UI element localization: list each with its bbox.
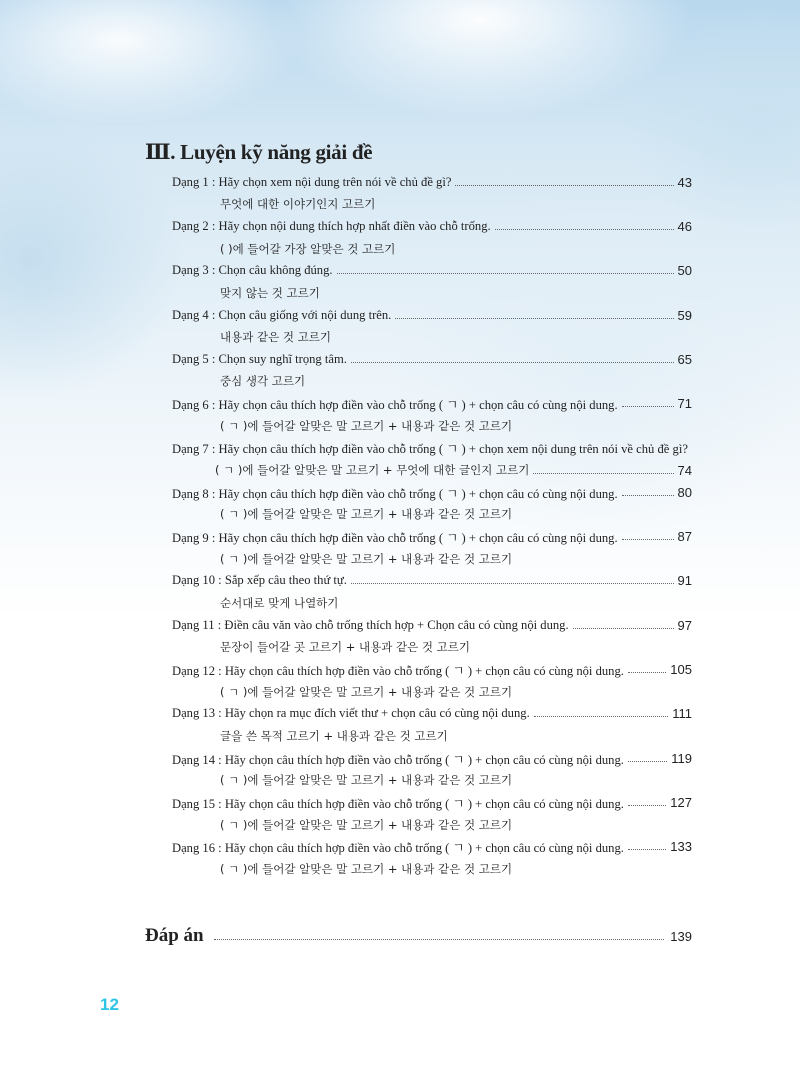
entry-title: Dạng 6 : Hãy chọn câu thích hợp điền vào chỗ trống ( ㄱ ) + chọn câu có cùng nội dung.	[172, 398, 618, 413]
toc-entry[interactable]	[172, 747, 692, 769]
entry-title: Dạng 4 : Chọn câu giống với nội dung trên.	[172, 307, 392, 322]
toc-entry[interactable]	[172, 304, 692, 326]
toc-entry[interactable]	[172, 437, 692, 459]
dot-leader	[455, 185, 673, 186]
table-of-contents	[172, 171, 692, 880]
entry-subtitle-text: 맞지 않는 것 고르기	[220, 285, 320, 300]
dot-leader	[628, 672, 666, 673]
entry-page: 59	[677, 307, 692, 323]
entry-subtitle	[172, 326, 692, 348]
entry-subtitle	[172, 370, 692, 392]
toc-entry[interactable]	[172, 703, 692, 725]
entry-title: Dạng 14 : Hãy chọn câu thích hợp điền vào chỗ trống ( ㄱ ) + chọn câu có cùng nội dung.	[172, 752, 624, 767]
dot-leader	[533, 473, 673, 474]
answers-label: Đáp án	[145, 925, 204, 946]
entry-page: 50	[677, 263, 692, 279]
entry-subtitle-text: ( )에 들어갈 가장 알맞은 것 고르기	[220, 241, 396, 256]
entry-subtitle-text: ( ㄱ )에 들어갈 알맞은 말 고르기 + 내용과 같은 것 고르기	[220, 551, 513, 566]
dot-leader	[395, 318, 673, 319]
entry-page: 119	[671, 750, 692, 766]
entry-title: Dạng 2 : Hãy chọn nội dung thích hợp nhất điền vào chỗ trống.	[172, 218, 491, 233]
entry-page: 46	[677, 218, 692, 234]
entry-page: 80	[677, 484, 692, 500]
entry-subtitle-text: 순서대로 맞게 나열하기	[220, 596, 339, 611]
toc-entry[interactable]	[172, 791, 692, 813]
entry-subtitle	[172, 681, 692, 703]
toc-entry[interactable]	[172, 348, 692, 370]
entry-subtitle	[172, 282, 692, 304]
entry-title: Dạng 3 : Chọn câu không đúng.	[172, 263, 333, 278]
entry-page: 74	[677, 462, 692, 478]
entry-subtitle	[172, 193, 692, 215]
entry-title: Dạng 13 : Hãy chọn ra mục đích viết thư + chọn câu có cùng nội dung.	[172, 706, 530, 721]
entry-subtitle	[172, 814, 692, 836]
entry-subtitle-text: 문장이 들어갈 곳 고르기 + 내용과 같은 것 고르기	[220, 640, 470, 655]
dot-leader	[337, 273, 674, 274]
toc-entry[interactable]	[172, 481, 692, 503]
entry-subtitle-text: ( ㄱ )에 들어갈 알맞은 말 고르기 + 내용과 같은 것 고르기	[220, 817, 513, 832]
toc-entry[interactable]	[172, 526, 692, 548]
entry-subtitle-text: ( ㄱ )에 들어갈 알맞은 말 고르기 + 내용과 같은 것 고르기	[220, 684, 513, 699]
entry-subtitle-text: ( ㄱ )에 들어갈 알맞은 말 고르기 + 내용과 같은 것 고르기	[220, 861, 513, 876]
entry-subtitle-text: 내용과 같은 것 고르기	[220, 330, 331, 345]
dot-leader	[534, 716, 669, 717]
entry-subtitle-text: 중심 생각 고르기	[220, 374, 306, 389]
entry-page: 65	[677, 351, 692, 367]
entry-subtitle	[172, 459, 692, 481]
dot-leader	[495, 229, 674, 230]
toc-entry[interactable]	[172, 215, 692, 237]
entry-subtitle	[172, 769, 692, 791]
entry-title: Dạng 12 : Hãy chọn câu thích hợp điền vào chỗ trống ( ㄱ ) + chọn câu có cùng nội dung.	[172, 664, 624, 679]
dot-leader	[351, 583, 674, 584]
entry-subtitle-text: 무엇에 대한 이야기인지 고르기	[220, 197, 376, 212]
entry-title: Dạng 11 : Điền câu văn vào chỗ trống thích hợp + Chọn câu có cùng nội dung.	[172, 617, 569, 632]
entry-title: Dạng 1 : Hãy chọn xem nội dung trên nói về chủ đề gì?	[172, 174, 452, 189]
dot-leader	[622, 406, 674, 407]
entry-subtitle-text: ( ㄱ )에 들어갈 알맞은 말 고르기 + 내용과 같은 것 고르기	[220, 773, 513, 788]
entry-subtitle	[172, 548, 692, 570]
entry-subtitle	[172, 636, 692, 658]
entry-page: 105	[670, 662, 692, 678]
toc-entry[interactable]	[172, 171, 692, 193]
answers-page: 139	[670, 928, 692, 944]
entry-subtitle-text: 글을 쓴 목적 고르기 + 내용과 같은 것 고르기	[220, 728, 448, 743]
page-number: 12	[100, 995, 119, 1014]
toc-entry[interactable]	[172, 260, 692, 282]
dot-leader	[628, 805, 666, 806]
entry-subtitle	[172, 237, 692, 259]
entry-title: Dạng 15 : Hãy chọn câu thích hợp điền vào chỗ trống ( ㄱ ) + chọn câu có cùng nội dung.	[172, 796, 624, 811]
toc-entry-answers[interactable]	[145, 925, 692, 947]
dot-leader	[573, 628, 674, 629]
dot-leader	[351, 362, 674, 363]
entry-page: 97	[677, 617, 692, 633]
entry-title: Dạng 9 : Hãy chọn câu thích hợp điền vào chỗ trống ( ㄱ ) + chọn câu có cùng nội dung.	[172, 531, 618, 546]
dot-leader	[622, 495, 674, 496]
entry-subtitle	[172, 592, 692, 614]
entry-title: Dạng 7 : Hãy chọn câu thích hợp điền vào chỗ trống ( ㄱ ) + chọn xem nội dung trên nói về chủ đề gì?	[172, 442, 688, 457]
entry-title: Dạng 5 : Chọn suy nghĩ trọng tâm.	[172, 351, 347, 366]
entry-title: Dạng 16 : Hãy chọn câu thích hợp điền vào chỗ trống ( ㄱ ) + chọn câu có cùng nội dung.	[172, 841, 624, 856]
entry-subtitle	[172, 858, 692, 880]
dot-leader	[628, 761, 667, 762]
dot-leader	[622, 539, 674, 540]
entry-page: 71	[677, 396, 692, 412]
entry-subtitle	[172, 415, 692, 437]
toc-entry[interactable]	[172, 836, 692, 858]
entry-subtitle-text: ( ㄱ )에 들어갈 알맞은 말 고르기 + 내용과 같은 것 고르기	[220, 507, 513, 522]
section-title: Ⅲ. Luyện kỹ năng giải đề	[145, 140, 373, 164]
entry-subtitle	[172, 725, 692, 747]
entry-page: 111	[672, 706, 692, 722]
toc-entry[interactable]	[172, 570, 692, 592]
dot-leader	[628, 849, 666, 850]
entry-page: 91	[677, 573, 692, 589]
entry-page: 133	[670, 839, 692, 855]
dot-leader	[214, 939, 665, 940]
entry-page: 87	[677, 529, 692, 545]
entry-subtitle	[172, 503, 692, 525]
entry-subtitle-text: ( ㄱ )에 들어갈 알맞은 말 고르기 + 무엇에 대한 글인지 고르기	[215, 463, 530, 478]
entry-title: Dạng 8 : Hãy chọn câu thích hợp điền vào chỗ trống ( ㄱ ) + chọn câu có cùng nội dung.	[172, 486, 618, 501]
entry-subtitle-text: ( ㄱ )에 들어갈 알맞은 말 고르기 + 내용과 같은 것 고르기	[220, 418, 513, 433]
toc-entry[interactable]	[172, 393, 692, 415]
entry-page: 127	[670, 794, 692, 810]
toc-entry[interactable]	[172, 614, 692, 636]
toc-entry[interactable]	[172, 658, 692, 680]
entry-title: Dạng 10 : Sắp xếp câu theo thứ tự.	[172, 573, 347, 588]
entry-page: 43	[677, 174, 692, 190]
